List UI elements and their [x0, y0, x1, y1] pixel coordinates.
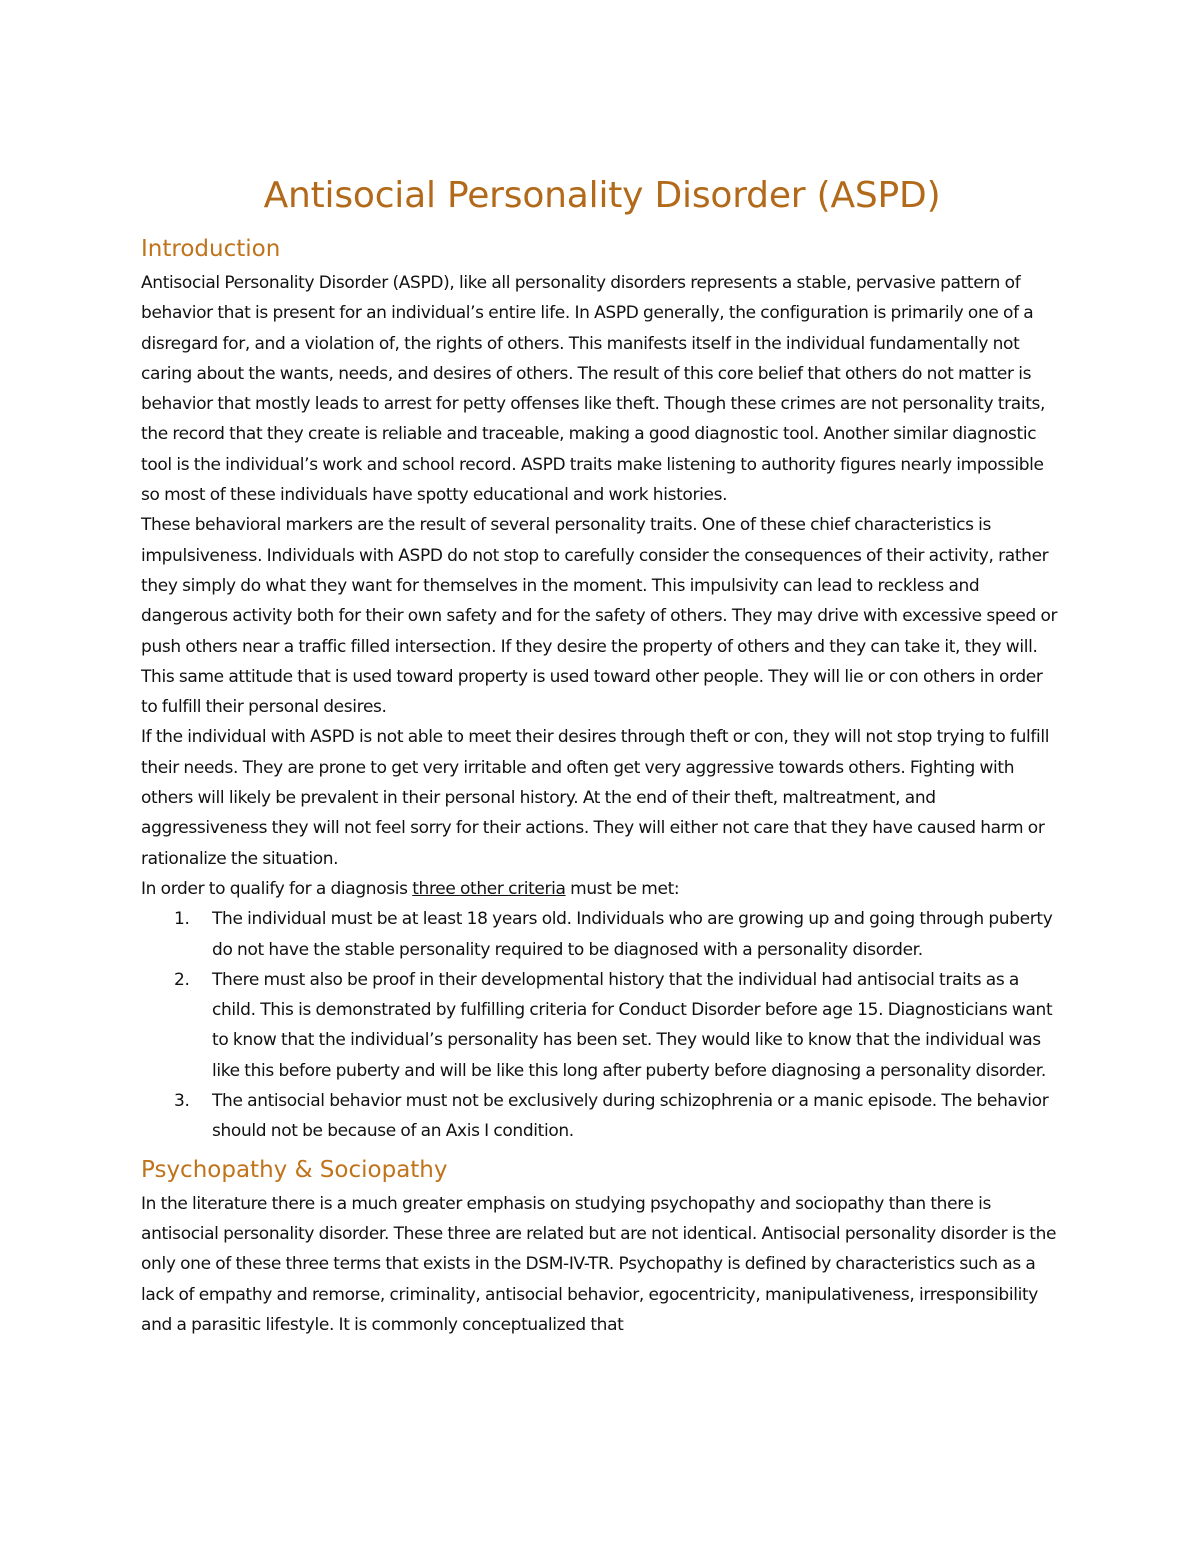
criteria-underlined-text: three other criteria: [412, 878, 566, 899]
paragraph-intro-1: Antisocial Personality Disorder (ASPD), like all personality disorders represents a stable, pervasive pattern of behavior that is present for an individual’s entire life. In ASPD generally, the configuration is primarily one of a disregard for, and a violation of, the rights of others. This manifests itself in the individual fundamentally not caring about the wants, needs, and desires of others. The result of this core belief that others do not matter is behavior that mostly leads to arrest for petty offenses like theft. Though these crimes are not personality traits, the record that they create is reliable and traceable, making a good diagnostic tool. Another similar diagnostic tool is the individual’s work and school record. ASPD traits make listening to authority figures nearly impossible so most of these individuals have spotty educational and work histories.: [141, 273, 1046, 506]
paragraph-psychopathy-1: In the literature there is a much greater emphasis on studying psychopathy and sociopathy than there is antisocial personality disorder. These three are related but are not identical. Antisocial personality disorder is the only one of these three terms that exists in the DSM-IV-TR. Psychopathy is defined by characteristics such as a lack of empathy and remorse, criminality, antisocial behavior, egocentricity, manipulativeness, irresponsibility and a parasitic lifestyle. It is commonly conceptualized that: [141, 1193, 1057, 1335]
criteria-item-text: The antisocial behavior must not be exclusively during schizophrenia or a manic episode. The behavior should not be because of an Axis I condition.: [212, 1091, 1049, 1142]
criteria-item: [141, 904, 1063, 965]
section-heading-psychopathy: Psychopathy & Sociopathy: [141, 1156, 448, 1183]
criteria-item-number: 3.: [174, 1091, 190, 1112]
criteria-item-number: 1.: [174, 909, 190, 930]
criteria-item: [141, 965, 1063, 1086]
paragraph-criteria-intro: [141, 874, 1063, 904]
document-title: Antisocial Personality Disorder (ASPD): [263, 175, 941, 216]
criteria-intro-text-end: must be met:: [565, 878, 680, 899]
criteria-item-number: 2.: [174, 969, 190, 990]
criteria-item-text: There must also be proof in their developmental history that the individual had antisocial traits as a child. This is demonstrated by fulfilling criteria for Conduct Disorder before age 15. Diagnosticians want to know that the individual’s personality has been set. They would like to know that the individual was like this before puberty and will be like this long after puberty before diagnosing a personality disorder.: [212, 969, 1053, 1081]
criteria-intro-text-start: In order to qualify for a diagnosis: [141, 878, 413, 899]
criteria-item-text: The individual must be at least 18 years old. Individuals who are growing up and going through puberty do not have the stable personality required to be diagnosed with a personality disorder.: [212, 909, 1053, 960]
document-body: [141, 170, 1063, 1340]
paragraph-intro-3: If the individual with ASPD is not able to meet their desires through theft or con, they will not stop trying to fulfill their needs. They are prone to get very irritable and often get very aggressive towards others. Fighting with others will likely be prevalent in their personal history. At the end of their theft, maltreatment, and aggressiveness they will not feel sorry for their actions. They will either not care that they have caused harm or rationalize the situation.: [141, 727, 1050, 869]
paragraph-intro-2: These behavioral markers are the result of several personality traits. One of these chief characteristics is impulsiveness. Individuals with ASPD do not stop to carefully consider the consequences of their activity, rather they simply do what they want for themselves in the moment. This impulsivity can lead to reckless and dangerous activity both for their own safety and for the safety of others. They may drive with excessive speed or push others near a traffic filled intersection. If they desire the property of others and they can take it, they will. This same attitude that is used toward property is used toward other people. They will lie or con others in order to fulfill their personal desires.: [141, 515, 1058, 718]
criteria-list: [141, 904, 1063, 1146]
section-heading-introduction: Introduction: [141, 236, 281, 262]
criteria-item: [141, 1086, 1063, 1147]
